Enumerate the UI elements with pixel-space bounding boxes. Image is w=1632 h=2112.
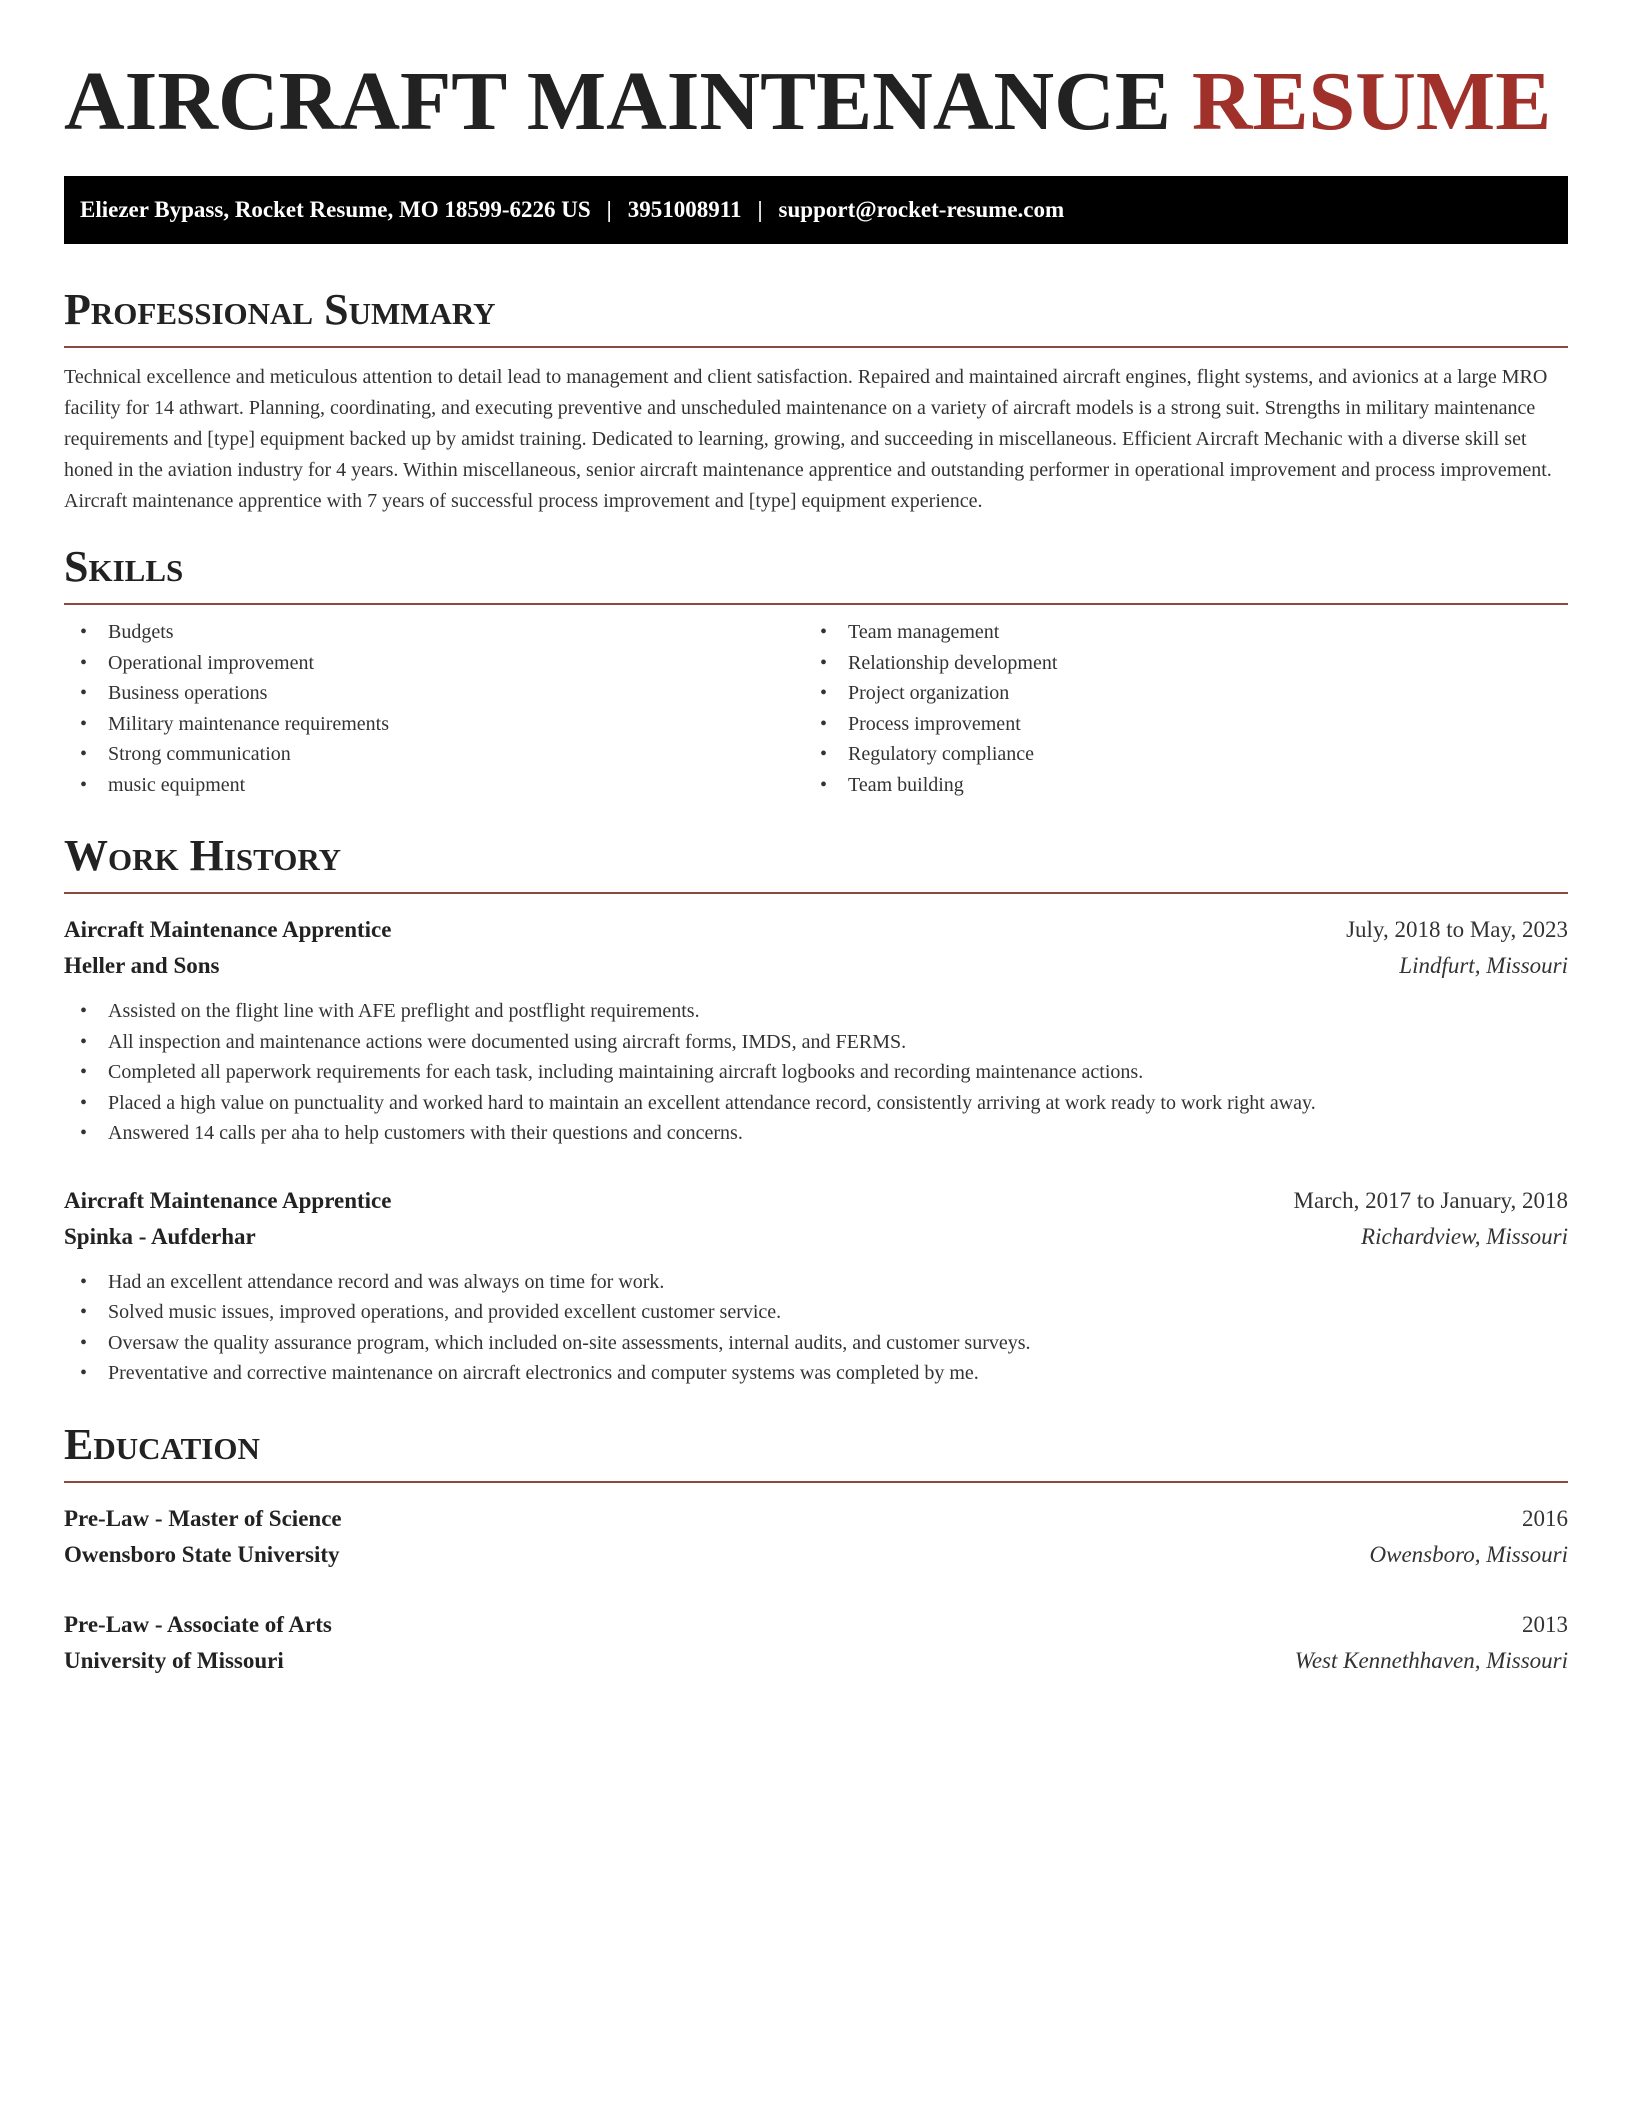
job-location: Richardview, Missouri [1361,1223,1568,1249]
education-entry [64,1501,1568,1573]
job-bullet: • Oversaw the quality assurance program, which included on-site assessments, internal audits, and customer surveys. [64,1328,1568,1359]
summary-text: Technical excellence and meticulous attention to detail lead to management and client satisfaction. Repaired and maintained aircraft engines, flight systems, and avionics at a large MRO facility for 14 athwart. Planning, coordinating, and executing preventive and unscheduled maintenance on a variety of aircraft models is a strong suit. Strengths in military maintenance requirements and [type] equipment backed up by amidst training. Dedicated to learning, growing, and succeeding in miscellaneous. Efficient Aircraft Mechanic with a diverse skill set honed in the aviation industry for 4 years. Within miscellaneous, senior aircraft maintenance apprentice and outstanding performer in operational improvement and process improvement. Aircraft maintenance apprentice with 7 years of successful process improvement and [type] equipment experience. [64,366,1552,512]
resume-page [64,52,1568,1679]
education-section [64,1419,1568,1679]
degree-name: Pre-Law - Associate of Arts [64,1611,332,1637]
job-company: Spinka - Aufderhar [64,1223,256,1249]
title-main: AIRCRAFT MAINTENANCE [64,55,1171,148]
skill-item: • Relationship development [804,648,1544,679]
skill-item: • music equipment [64,770,804,801]
job-company: Heller and Sons [64,953,220,978]
skill-item: • Military maintenance requirements [64,709,804,740]
degree-row [64,1607,1568,1643]
resume-title [64,52,1568,152]
job-entry [64,1183,1568,1389]
title-accent: RESUME [1191,55,1552,148]
job-bullet: • Solved music issues, improved operations, and provided excellent customer service. [64,1297,1568,1328]
job-bullet: • Preventative and corrective maintenance on aircraft electronics and computer systems was completed by me. [64,1358,1568,1389]
job-bullet: • Had an excellent attendance record and was always on time for work. [64,1267,1568,1298]
job-title-row [64,1183,1568,1219]
job-title: Aircraft Maintenance Apprentice [64,1187,392,1213]
job-company-row [64,948,1568,984]
school-location: Owensboro, Missouri [1369,1541,1568,1567]
skill-item: • Operational improvement [64,648,804,679]
school-row [64,1643,1568,1679]
job-bullet: • Completed all paperwork requirements for each task, including maintaining aircraft logbooks and recording maintenance actions. [64,1057,1568,1088]
job-title: Aircraft Maintenance Apprentice [64,917,392,942]
degree-row [64,1501,1568,1537]
job-bullet: • All inspection and maintenance actions were documented using aircraft forms, IMDS, and FERMS. [64,1027,1568,1058]
school-row [64,1537,1568,1573]
contact-email[interactable]: support@rocket-resume.com [778,197,1065,222]
skills-heading: Skills [64,541,1568,605]
skills-column-left [64,617,804,800]
degree-year: 2013 [1522,1611,1568,1637]
job-entry [64,912,1568,1149]
skill-item: • Regulatory compliance [804,739,1544,770]
skill-item: • Strong communication [64,739,804,770]
school-name: University of Missouri [64,1647,284,1673]
job-dates: July, 2018 to May, 2023 [1346,917,1568,942]
degree-year: 2016 [1522,1505,1568,1531]
skill-item: • Project organization [804,678,1544,709]
contact-bar [64,176,1568,244]
job-bullets [64,1267,1568,1389]
job-bullet: • Answered 14 calls per aha to help customers with their questions and concerns. [64,1118,1568,1149]
work-history-section [64,830,1568,1389]
contact-separator: | [606,197,612,222]
skills-section [64,541,1568,800]
skill-item: • Team management [804,617,1544,648]
job-bullet: • Assisted on the flight line with AFE preflight and postflight requirements. [64,996,1568,1027]
job-company-row [64,1219,1568,1255]
degree-name: Pre-Law - Master of Science [64,1505,342,1531]
skills-grid [64,617,1568,800]
skills-column-right [804,617,1544,800]
job-title-row [64,912,1568,948]
skill-item: • Process improvement [804,709,1544,740]
job-bullets [64,996,1568,1149]
summary-heading: Professional Summary [64,284,1568,348]
education-entry [64,1607,1568,1679]
skill-item: • Business operations [64,678,804,709]
school-name: Owensboro State University [64,1541,340,1567]
summary-section [64,284,1568,517]
job-location: Lindfurt, Missouri [1399,953,1568,978]
education-heading: Education [64,1419,1568,1483]
skill-item: • Budgets [64,617,804,648]
contact-separator: | [757,197,763,222]
contact-address: Eliezer Bypass, Rocket Resume, MO 18599-6226 US [80,197,591,222]
job-bullet: • Placed a high value on punctuality and worked hard to maintain an excellent attendance record, consistently arriving at work ready to work right away. [64,1088,1568,1119]
contact-phone[interactable]: 3951008911 [627,197,742,222]
job-dates: March, 2017 to January, 2018 [1293,1187,1568,1213]
work-history-heading: Work History [64,830,1568,894]
school-location: West Kennethhaven, Missouri [1294,1647,1568,1673]
skill-item: • Team building [804,770,1544,801]
